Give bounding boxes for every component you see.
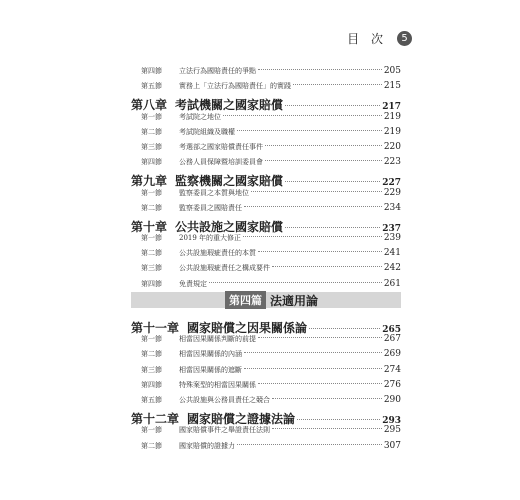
toc-entry-number: 第一節 (141, 188, 162, 197)
toc-section-row[interactable] (131, 233, 401, 248)
toc-section-row[interactable] (131, 380, 401, 395)
toc-entry-number: 第一節 (141, 112, 162, 121)
toc-page-number: 290 (383, 394, 401, 405)
toc-entry-number: 第一節 (141, 426, 162, 435)
toc-entry-number: 第九章 (131, 174, 168, 189)
toc-entry-number: 第八章 (131, 98, 168, 113)
dot-leader (244, 367, 382, 369)
toc-entry-title: 相當因果關係判斷的前提 (179, 335, 256, 344)
dot-leader (293, 83, 382, 85)
toc-page-number: 229 (383, 187, 401, 198)
toc-section-row[interactable] (131, 66, 401, 81)
dot-leader (309, 327, 380, 329)
toc-page-number: 217 (382, 102, 401, 113)
dot-leader (285, 180, 380, 182)
toc-page-number: 223 (383, 157, 401, 168)
toc-entry-number: 第三節 (141, 365, 162, 374)
toc-page-number: 219 (383, 126, 401, 137)
toc-entry-title: 國家賠償之證據法論 (187, 412, 296, 427)
toc-entry-title: 國家賠償之因果關係論 (187, 321, 308, 335)
toc-entry-number: 第四節 (141, 67, 162, 75)
toc-entry-number: 第四節 (141, 279, 162, 288)
toc-entry-number: 第五節 (141, 395, 162, 404)
toc-entry-title: 公共設施瑕疵責任之構成要件 (179, 264, 270, 273)
toc-section-row[interactable] (131, 425, 401, 440)
toc-page-number: 219 (383, 111, 401, 122)
dot-leader (237, 129, 382, 131)
toc-entry-number: 第二節 (141, 127, 162, 136)
toc-section-row[interactable] (131, 349, 401, 364)
toc-entry-number: 第三節 (141, 264, 162, 273)
toc-page-number: 239 (383, 233, 401, 244)
toc-chapter-row[interactable] (131, 172, 401, 187)
dot-leader (223, 114, 382, 116)
toc-section-row[interactable] (131, 334, 401, 349)
toc-entry-title: 考選部之國家賠償責任事件 (179, 142, 263, 151)
dot-leader (209, 281, 382, 283)
toc-page-number: 269 (383, 349, 401, 360)
toc-section-row[interactable] (131, 441, 401, 456)
toc-entry-number: 第二節 (141, 350, 162, 359)
toc-page-number: 261 (383, 278, 401, 289)
toc-page-number: 267 (383, 334, 401, 345)
dot-leader (272, 397, 382, 399)
toc-entry-number: 第十一章 (131, 321, 180, 335)
toc-entry-title: 考試院組織及職權 (179, 127, 235, 136)
toc-entry-title: 監察機關之國家賠償 (175, 174, 284, 189)
toc-entry-title: 考試機關之國家賠償 (175, 98, 284, 113)
part-title: 法適用論 (270, 293, 319, 308)
toc-entry-number: 第四節 (141, 380, 162, 389)
toc-entry-title: 監察委員之國賠責任 (179, 203, 242, 212)
toc-section-row[interactable] (131, 248, 401, 263)
toc-entry-number: 第二節 (141, 249, 162, 258)
toc-entry-title: 實務上「立法行為國賠責任」的實踐 (179, 82, 291, 91)
dot-leader (272, 427, 382, 429)
toc-chapter-row[interactable] (131, 319, 401, 334)
toc-page-number: 234 (383, 202, 401, 213)
toc-page-number: 237 (382, 223, 401, 234)
dot-leader (243, 235, 382, 237)
dot-leader (258, 382, 382, 384)
toc-chapter-row[interactable] (131, 218, 401, 233)
toc-entry-title: 公共設施與公務員責任之競合 (179, 395, 270, 404)
dot-leader (265, 144, 382, 146)
toc-page-number: 227 (382, 178, 401, 189)
toc-section-row[interactable] (131, 365, 401, 380)
toc-entry-title: 公共設施之國家賠償 (175, 219, 284, 234)
toc-section-row[interactable] (131, 263, 401, 278)
dot-leader (251, 190, 382, 192)
toc-entry-number: 第二節 (141, 203, 162, 212)
toc-entry-number: 第十章 (131, 219, 168, 234)
toc-section-row[interactable] (131, 81, 401, 96)
dot-leader (297, 418, 380, 420)
toc-entry-title: 相當因果關係的內涵 (179, 350, 242, 359)
dot-leader (244, 351, 382, 353)
dot-leader (258, 336, 382, 338)
toc-page-number: 293 (382, 416, 401, 427)
toc-page-number: 242 (383, 263, 401, 274)
toc-entry-title: 公務人員保障暨培訓委員會 (179, 158, 263, 167)
toc-section-row[interactable] (131, 142, 401, 157)
toc-entry-title: 監察委員之本質與地位 (179, 188, 249, 197)
toc-section-row[interactable] (131, 188, 401, 203)
toc-entry-number: 第二節 (141, 441, 162, 450)
toc-list-top (131, 66, 401, 294)
toc-section-row[interactable] (131, 157, 401, 172)
toc-entry-title: 相當因果關係的遮斷 (179, 365, 242, 374)
page-number-badge: 5 (397, 31, 412, 46)
toc-chapter-row[interactable] (131, 410, 401, 425)
toc-entry-title: 2019 年的重大修正 (179, 234, 242, 243)
dot-leader (237, 443, 382, 445)
dot-leader (285, 104, 380, 106)
part-label: 第四篇 (225, 291, 266, 309)
toc-entry-number: 第五節 (141, 82, 162, 91)
toc-page-number: 241 (383, 248, 401, 259)
dot-leader (258, 68, 382, 70)
dot-leader (244, 205, 382, 207)
page-header (347, 30, 412, 47)
toc-page-number: 265 (382, 325, 401, 335)
toc-entry-number: 第十二章 (131, 412, 180, 427)
toc-entry-title: 立法行為國賠責任的爭點 (179, 67, 256, 75)
toc-entry-number: 第一節 (141, 335, 162, 344)
toc-entry-title: 免責規定 (179, 279, 207, 288)
toc-chapter-row[interactable] (131, 96, 401, 111)
dot-leader (272, 265, 382, 267)
toc-page-number: 295 (383, 425, 401, 436)
toc-entry-title: 公共設施瑕疵責任的本質 (179, 249, 256, 258)
toc-page-number: 215 (383, 81, 401, 92)
toc-page-number: 220 (383, 141, 401, 152)
toc-section-row[interactable] (131, 203, 401, 218)
header-label: 目 次 (347, 32, 387, 46)
toc-page-number: 307 (383, 440, 401, 451)
toc-entry-title: 國家賠償的證據力 (179, 441, 235, 450)
part-heading-bar (131, 292, 401, 308)
toc-list-bottom (131, 319, 401, 456)
toc-section-row[interactable] (131, 395, 401, 410)
toc-section-row[interactable] (131, 127, 401, 142)
toc-page-number: 276 (383, 379, 401, 390)
toc-page-number: 274 (383, 364, 401, 375)
toc-page-number: 205 (383, 66, 401, 76)
dot-leader (265, 159, 382, 161)
toc-section-row[interactable] (131, 112, 401, 127)
toc-entry-title: 國家賠償事件之舉證責任法則 (179, 426, 270, 435)
toc-entry-title: 特殊案型的相當因果關係 (179, 380, 256, 389)
toc-entry-number: 第三節 (141, 142, 162, 151)
toc-entry-number: 第一節 (141, 234, 162, 243)
dot-leader (258, 250, 382, 252)
dot-leader (285, 226, 380, 228)
toc-entry-title: 考試院之地位 (179, 112, 221, 121)
toc-entry-number: 第四節 (141, 158, 162, 167)
